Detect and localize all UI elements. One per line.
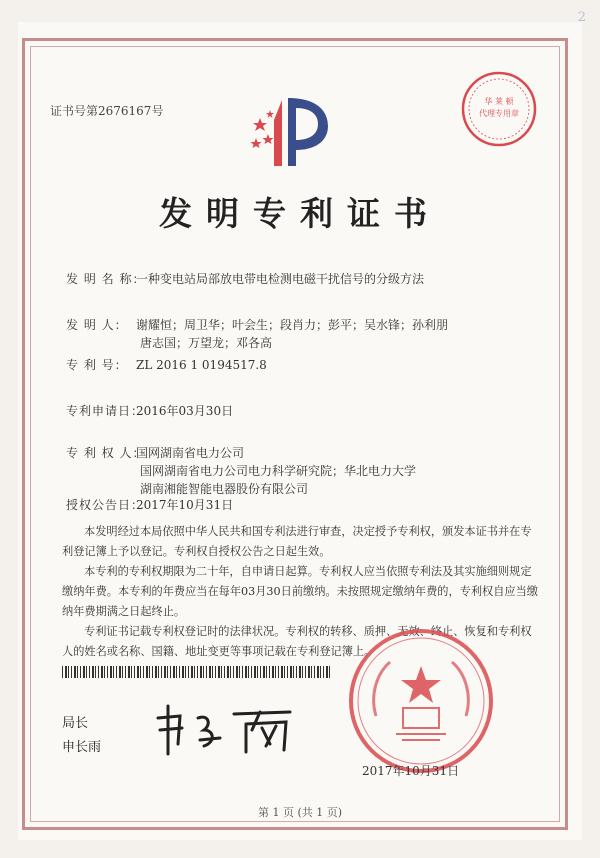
inventors-line-1: 谢耀恒；周卫华；叶会生；段肖力；彭平；吴水锋；孙利朋	[136, 318, 449, 332]
svg-text:代理专用章: 代理专用章	[479, 109, 519, 118]
agency-stamp-icon	[458, 68, 540, 150]
corner-mark: 2	[577, 10, 586, 25]
certificate-number: 证书号第2676167号	[50, 104, 164, 118]
director-title: 局长	[62, 716, 89, 731]
cnipa-logo-icon	[248, 90, 338, 170]
invention-name-value: 一种变电站局部放电带电检测电磁干扰信号的分级方法	[136, 272, 425, 286]
barcode	[62, 666, 332, 678]
grant-date-value: 2017年10月31日	[136, 498, 234, 512]
invention-name-row	[66, 270, 424, 287]
page-number: 第 1 页 (共 1 页)	[257, 806, 343, 819]
grant-date-row	[66, 496, 233, 513]
inventors-label: 发 明 人：	[66, 318, 128, 332]
body-paragraph-2: 本专利的专利权期限为二十年，自申请日起算。专利权人应当依照专利法及其实施细则规定缴纳年费。本专利的年费应当在每年03月30日前缴纳。未按照规定缴纳年费的，专利权自应当缴纳年费期满之日起终止。	[62, 565, 538, 618]
invention-name-label: 发 明 名 称：	[66, 272, 146, 286]
patent-number-value: ZL 2016 1 0194517.8	[136, 358, 267, 372]
national-seal-icon	[346, 626, 496, 776]
svg-text:华 莱 顿: 华 莱 顿	[484, 97, 514, 106]
grant-date-label: 授权公告日：	[66, 498, 145, 512]
application-date-value: 2016年03月30日	[136, 404, 234, 418]
body-paragraph-3: 专利证书记载专利权登记时的法律状况。专利权的转移、质押、无效、终止、恢复和专利权人的姓名或名称、国籍、地址变更等事项记载在专利登记簿上。	[62, 625, 532, 658]
patentee-line-2: 国网湖南省电力公司电力科学研究院；华北电力大学	[140, 464, 417, 478]
director-signature-icon	[150, 700, 310, 760]
patent-number-label: 专 利 号：	[66, 358, 128, 372]
application-date-row	[66, 402, 233, 419]
director-name: 申长雨	[62, 740, 102, 755]
document-title: 发明专利证书	[159, 194, 441, 233]
patentee-line-1: 国网湖南省电力公司	[136, 446, 245, 460]
body-paragraph-1: 本发明经过本局依照中华人民共和国专利法进行审查，决定授予专利权，颁发本证书并在专利登记簿上予以登记。专利权自授权公告之日起生效。	[62, 525, 532, 558]
patentee-line-3: 湖南湘能智能电器股份有限公司	[140, 482, 309, 496]
patent-number-row	[66, 356, 267, 373]
application-date-label: 专利申请日：	[66, 404, 145, 418]
patentee-label: 专 利 权 人：	[66, 446, 146, 460]
inventors-row	[66, 316, 448, 333]
inventors-line-2: 唐志国；万望龙；邓各高	[140, 336, 273, 350]
patentee-row	[66, 444, 244, 461]
seal-date: 2017年10月31日	[362, 764, 460, 778]
